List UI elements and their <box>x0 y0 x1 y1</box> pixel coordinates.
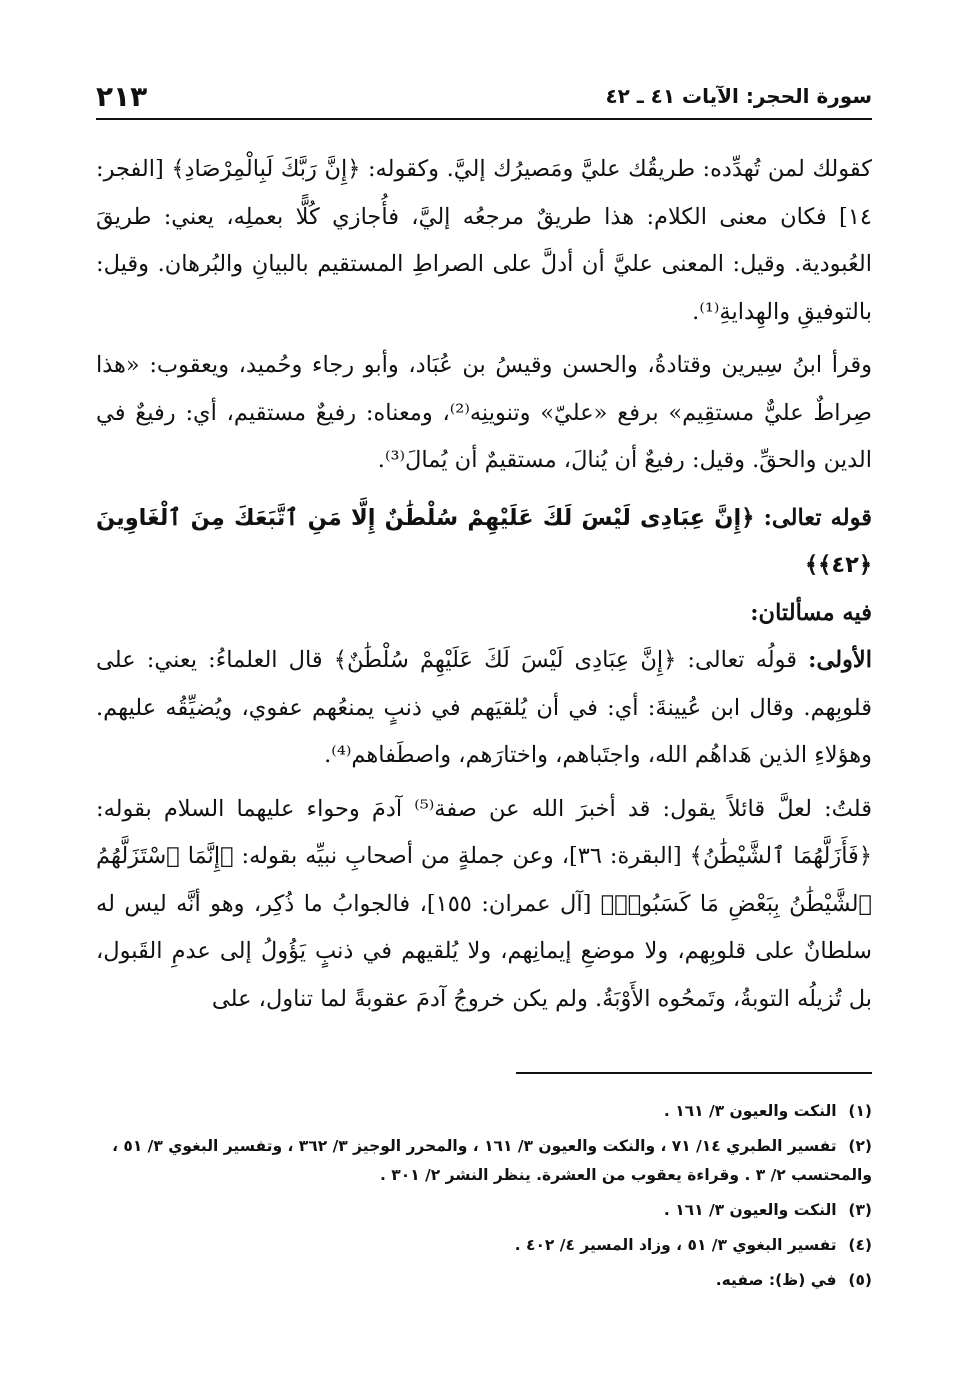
verse-label: قوله تعالى: <box>763 504 872 531</box>
footnote-number: (٥) <box>848 1271 872 1289</box>
footnote-number: (٤) <box>848 1236 872 1254</box>
footnote-4 <box>96 1231 872 1260</box>
first-issue-label: الأولى: <box>808 647 873 673</box>
footnotes <box>96 1097 872 1301</box>
main-text <box>96 146 872 1023</box>
section-subheading: فيه مسألتان: <box>750 599 872 626</box>
footnote-text: تفسير الطبري ١٤/ ٧١ ، والنكت والعيون ٣/ ١٦١ ، والمحرر الوجيز ٣/ ٣٦٢ ، وتفسير البغوي ٣/ ٥١ ، والمحتسب ٢/ ٣ . وقراءة يعقوب من العشرة. ينظر النشر ٢/ ٣٠١ . <box>112 1137 872 1184</box>
paragraph-3-text: قولُه تعالى: ﴿إِنَّ عِبَادِى لَيْسَ لَكَ عَلَيْهِمْ سُلْطَٰنٌ﴾ قال العلماءُ: يعني: على قلوبِهم. وقال ابن عُيينةَ: أي: في أن يُلقيَهم في ذنبٍ يمنعُهم عفوي، ويُضيِّقُه عليهم. وهؤلاءِ الذين هَداهُم الله، واجتَباهم، واختارَهم، واصطَفاهم⁽⁴⁾. <box>96 647 872 768</box>
footnote-text: النكت والعيون ٣/ ١٦١ . <box>663 1102 837 1120</box>
paragraph-4: قلتُ: لعلَّ قائلاً يقول: قد أخبرَ الله عن صفة⁽⁵⁾ آدمَ وحواء عليهما السلام بقوله: ﴿فَأَزَلَّهُمَا ٱلشَّيْطَٰنُ﴾ [البقرة: ٣٦]، وعن جملةٍ من أصحابِ نبيِّه بقوله: ﴿إِنَّمَا ٱسْتَزَلَّهُمُ ٱلشَّيْطَٰنُ بِبَعْضِ مَا كَسَبُوا۟﴾ [آل عمران: ١٥٥]، فالجوابُ ما ذُكِر، وهو أنَّه ليس له سلطانٌ على قلوبِهم، ولا موضعِ إيمانِهم، ولا يُلقيهم في ذنبٍ يَؤُولُ إلى عدمِ القَبول، بل تُزيلُه التوبةُ، وتَمحُوه الأَوْبَةُ. ولم يكن خروجُ آدمَ عقوبةً لما تناول، على <box>96 795 872 1012</box>
footnote-number: (٣) <box>848 1201 872 1219</box>
footnote-3 <box>96 1196 872 1225</box>
footnote-5 <box>96 1266 872 1295</box>
footnote-2 <box>96 1132 872 1190</box>
page-number: ٢١٣ <box>96 79 148 113</box>
page-header <box>96 74 872 120</box>
paragraph-2: وقرأ ابنُ سِيرين وقتادةُ، والحسن وقيسُ بن عُبَاد، وأبو رجاء وحُميد، ويعقوب: «هذا صِراطٌ عليٌّ مستقِيم» برفع «عليّ» وتنوينِه⁽²⁾، ومعناه: رفيعٌ مستقيم، أي: رفيعٌ في الدين والحقِّ. وقيل: رفيعٌ أن يُنالَ، مستقيمٌ أن يُمالَ⁽³⁾. <box>96 352 872 473</box>
footnote-text: في (ظ): صفيه. <box>715 1271 837 1289</box>
footnote-1 <box>96 1097 872 1126</box>
footnote-text: النكت والعيون ٣/ ١٦١ . <box>663 1201 837 1219</box>
verse-heading <box>96 495 872 590</box>
footnote-number: (١) <box>848 1102 872 1120</box>
paragraph-1: كقولك لمن تُهدِّده: طريقُك عليَّ ومَصيرُك إليَّ. وكقوله: ﴿إِنَّ رَبَّكَ لَبِالْمِرْصَادِ﴾ [الفجر: ١٤] فكان معنى الكلام: هذا طريقٌ مرجعُه إليَّ، فأُجازي كُلًّا بعملِه، يعني: طريقَ العُبودية. وقيل: المعنى عليَّ أن أدلَّ على الصراطِ المستقيم بالبيانِ والبُرهان. وقيل: بالتوفيقِ والهِدايةِ⁽¹⁾. <box>96 156 872 325</box>
paragraph-3 <box>96 637 872 780</box>
footnote-divider <box>516 1072 872 1074</box>
footnote-text: تفسير البغوي ٣/ ٥١ ، وزاد المسير ٤/ ٤٠٢ . <box>514 1236 837 1254</box>
verse-text: ﴿إِنَّ عِبَادِى لَيْسَ لَكَ عَلَيْهِمْ سُلْطَٰنٌ إِلَّا مَنِ ٱتَّبَعَكَ مِنَ ٱلْغَاوِينَ ﴿٤٢﴾﴾ <box>96 504 872 578</box>
running-title: سورة الحجر: الآيات ٤١ ـ ٤٢ <box>605 84 872 108</box>
footnote-number: (٢) <box>848 1137 872 1155</box>
